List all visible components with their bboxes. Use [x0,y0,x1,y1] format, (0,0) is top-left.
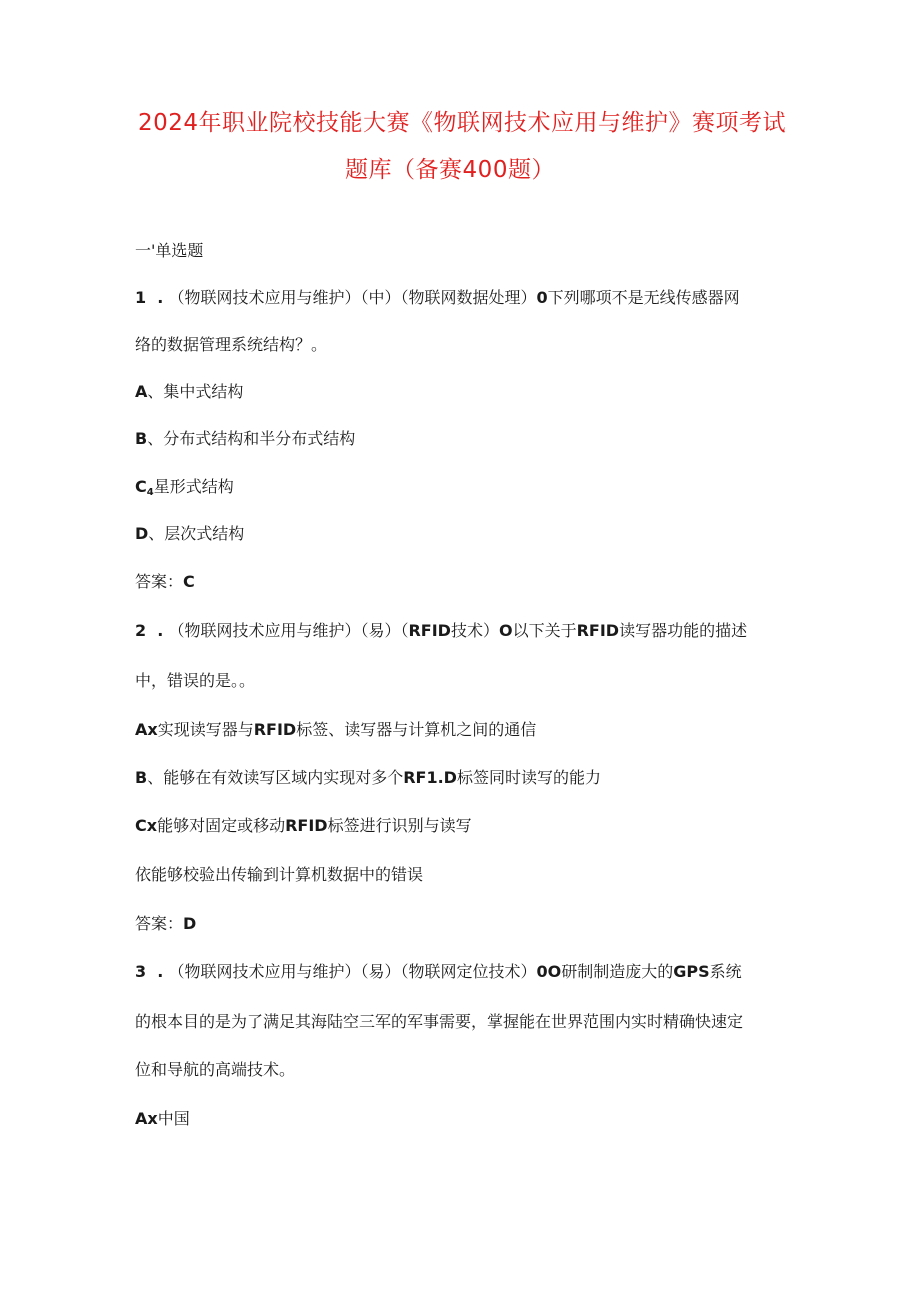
q2-option-a-rfid: RFID [253,720,297,739]
q3-option-a-text: 中国 [157,1109,190,1128]
q1-stem-line-1 [135,288,740,308]
section-heading: 一'单选题 [135,241,204,260]
q2-option-b-label: B [135,768,148,787]
q1-option-b-text: 、分布式结构和半分布式结构 [147,429,356,448]
q1-option-c [135,477,234,503]
q3-stem-mark: 0O [536,962,562,981]
q1-option-b [135,429,355,449]
q1-option-c-text: 星形式结构 [153,477,234,496]
q3-stem-line-3: 位和导航的高端技术。 [135,1060,296,1079]
q1-option-a-text: 、集中式结构 [147,382,244,401]
q1-option-d-text: 、层次式结构 [148,524,245,543]
q1-option-d-label: D [135,524,149,543]
q2-option-a [135,720,536,740]
q2-option-c [135,816,472,836]
q1-option-a [135,382,243,402]
q2-answer-value: D [183,914,197,933]
q2-answer [135,914,196,934]
q1-option-a-label: A [135,382,148,401]
q1-stem-tags: （物联网技术应用与维护）（中）（物联网数据处理） [168,288,537,307]
q3-stem-text-b: 系统 [709,962,742,981]
q1-answer-label: 答案： [135,572,184,591]
document-title-line-2: 题库（备赛400题） [345,157,555,183]
q1-answer [135,572,195,592]
q2-stem-text-b: 读写器功能的描述 [619,621,748,640]
q3-stem-gps: GPS [673,962,710,981]
q2-option-b-text-1: 、能够在有效读写区域内实现对多个 [147,768,404,787]
q1-option-b-label: B [135,429,148,448]
q2-option-b [135,768,601,788]
document-title-line-1: 2024年职业院校技能大赛《物联网技术应用与维护》赛项考试 [137,110,787,136]
q2-option-a-text-2: 标签、读写器与计算机之间的通信 [296,720,537,739]
q1-stem-text: 下列哪项不是无线传感器网 [547,288,740,307]
q2-option-c-rfid: RFID [285,816,328,835]
q1-stem-line-2: 络的数据管理系统结构？。 [135,335,328,354]
q2-stem-line-2: 中，错误的是。。 [135,671,256,690]
q2-stem-rfid: RFID [408,621,451,640]
q2-option-c-text-1: 能够对固定或移动 [157,816,286,835]
q2-option-a-text-1: 实现读写器与 [157,720,254,739]
q2-option-c-label: Cx [135,816,158,835]
q2-stem-tech: 技术） [450,621,499,640]
q2-stem-mark: O [498,621,513,640]
q2-stem-text-a: 以下关于 [512,621,577,640]
q2-stem-rfid-2: RFID [576,621,620,640]
q3-option-a-label: Ax [135,1109,158,1128]
q3-option-a [135,1109,190,1129]
q2-stem-tags: （物联网技术应用与维护）（易）（ [168,621,409,640]
q3-stem-line-1 [135,962,742,982]
q2-option-c-text-2: 标签进行识别与读写 [327,816,472,835]
q1-stem-mark: 0 [536,288,548,307]
q2-option-a-label: Ax [135,720,158,739]
q2-option-b-rf: RF1.D [403,768,457,787]
q2-option-d: 依能够校验出传输到计算机数据中的错误 [135,865,424,884]
q2-answer-label: 答案： [135,914,184,933]
q3-stem-tags: （物联网技术应用与维护）（易）（物联网定位技术） [168,962,537,981]
q2-option-b-text-2: 标签同时读写的能力 [456,768,601,787]
q1-option-c-label: C [135,477,147,496]
q3-stem-line-2: 的根本目的是为了满足其海陆空三军的军事需要，掌握能在世界范围内实时精确快速定 [135,1012,744,1031]
q3-number: 3 . [135,962,164,981]
q2-stem-line-1 [135,621,747,641]
q2-number: 2 . [135,621,164,640]
q1-option-d [135,524,244,544]
q3-stem-text-a: 研制制造庞大的 [561,962,674,981]
q1-option-c-subscript: 4 [146,487,154,498]
q1-number: 1 . [135,288,164,307]
q1-answer-value: C [183,572,195,591]
